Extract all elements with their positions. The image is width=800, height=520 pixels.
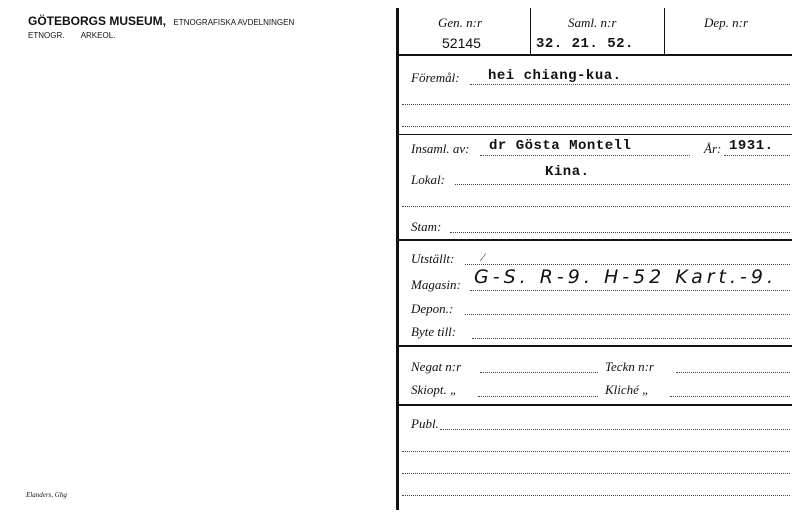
museum-name: GÖTEBORGS MUSEUM, xyxy=(28,14,167,28)
gen-label: Gen. n:r xyxy=(438,15,483,30)
arkeol-label: ARKEOL. xyxy=(80,31,116,40)
insaml-value: dr Gösta Montell xyxy=(489,138,632,154)
lokal-line-2 xyxy=(402,206,790,207)
insaml-line xyxy=(480,155,690,156)
stam-line xyxy=(450,232,790,233)
skiopt-label: Skiopt. „ xyxy=(411,382,458,397)
kliche-line xyxy=(670,396,790,397)
skiopt-line xyxy=(478,396,598,397)
lokal-label: Lokal: xyxy=(411,172,445,187)
publ-line xyxy=(440,429,790,430)
department-categories xyxy=(28,31,115,40)
foremal-line-2 xyxy=(402,104,790,105)
foremal-line xyxy=(470,84,790,85)
section-rule-1 xyxy=(399,134,792,135)
lokal-line xyxy=(455,184,790,185)
department-name: ETNOGRAFISKA AVDELNINGEN xyxy=(173,18,295,27)
ar-label: År: xyxy=(704,141,722,156)
utstallt-label: Utställt: xyxy=(411,251,455,266)
saml-value: 32. 21. 52. xyxy=(536,36,634,52)
kliche-label: Kliché „ xyxy=(605,382,650,397)
utstallt-line xyxy=(465,264,790,265)
publ-line-2 xyxy=(402,451,790,452)
negat-label: Negat n:r xyxy=(411,359,462,374)
form-left-border xyxy=(396,8,399,510)
section-rule-4 xyxy=(399,404,792,406)
etnogr-label: ETNOGR. xyxy=(28,31,65,40)
printer-imprint: Elanders, Gbg xyxy=(26,491,67,499)
museum-header xyxy=(28,12,294,30)
foremal-label: Föremål: xyxy=(411,70,460,85)
publ-label: Publ. xyxy=(411,416,439,431)
depon-label: Depon.: xyxy=(411,301,454,316)
teckn-label: Teckn n:r xyxy=(605,359,654,374)
teckn-line xyxy=(676,372,790,373)
publ-line-3 xyxy=(402,473,790,474)
gen-value: 52145 xyxy=(442,35,481,51)
byte-label: Byte till: xyxy=(411,324,457,339)
number-box-divider-2 xyxy=(664,8,665,54)
number-box-divider-1 xyxy=(530,8,531,54)
number-box-bottom xyxy=(399,54,792,56)
section-rule-3 xyxy=(399,345,792,347)
ar-line xyxy=(724,155,790,156)
foremal-value: hei chiang-kua. xyxy=(488,68,622,84)
magasin-value: G-S. R-9. H-52 Kart.-9. xyxy=(474,266,778,288)
stam-label: Stam: xyxy=(411,219,442,234)
byte-line xyxy=(472,338,790,339)
magasin-line xyxy=(470,290,790,291)
insaml-label: Insaml. av: xyxy=(411,141,470,156)
foremal-line-3 xyxy=(402,126,790,127)
ar-value: 1931. xyxy=(729,138,774,154)
lokal-value: Kina. xyxy=(545,164,590,180)
magasin-label: Magasin: xyxy=(411,277,461,292)
publ-line-4 xyxy=(402,495,790,496)
saml-label: Saml. n:r xyxy=(568,15,617,30)
dep-label: Dep. n:r xyxy=(704,15,749,30)
depon-line xyxy=(465,314,790,315)
utstallt-mark: ⁄ xyxy=(482,250,485,264)
section-rule-2 xyxy=(399,239,792,241)
negat-line xyxy=(480,372,598,373)
